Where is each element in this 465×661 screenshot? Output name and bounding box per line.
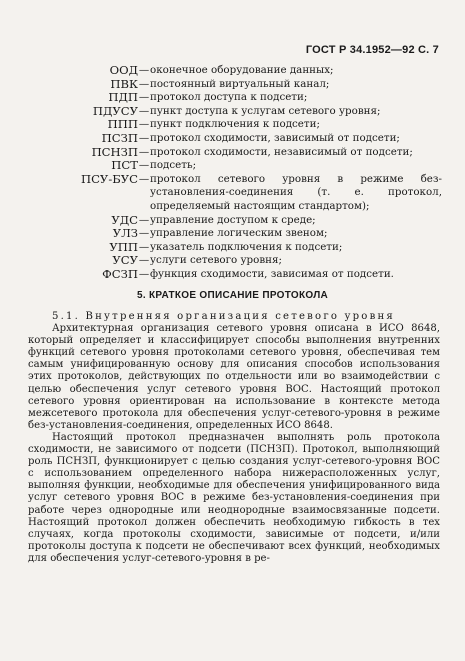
abbreviation-dash: — [138,64,150,76]
abbreviation-dash: — [138,213,150,226]
abbreviation-row [60,105,442,119]
abbreviation-row [60,146,442,160]
abbreviation-definition: пункт подключения к подсети; [150,118,320,131]
abbreviation-definition: постоянный виртуальный канал; [150,77,330,90]
abbreviation-dash: — [138,227,150,240]
section-body [28,311,440,565]
abbreviation-term: ПВК [110,76,138,91]
abbreviation-row [60,78,442,92]
abbreviation-term: ПДП [108,90,138,105]
abbreviation-list [60,64,442,282]
abbreviation-row [60,241,442,255]
abbreviation-definition: протокол доступа к подсети; [150,91,308,104]
abbreviation-row [60,227,442,241]
abbreviation-dash: — [138,131,150,144]
abbreviation-dash: — [138,267,150,280]
abbreviation-definition: услуги сетевого уровня; [150,254,282,267]
paragraph: Настоящий протокол предназначен выполнять роль протокола сходимости, не зависимого от подсети (ПСНЗП). Протокол, выполняющий роль ПСНЗП, функционирует с целью создания услуг-сетевого-уровня ВОС с использованием определенного набора нижерасположенных услуг, выполняя функции, необходимые для обеспечения унифицированного вида услуг сетевого уровня ВОС в режиме без-установления-соединения при работе через однородные или неоднородные взаимосвязанные подсети. Настоящий протокол должен обеспечить необходимую гибкость в тех случаях, когда протоколы сходимости, зависимые от подсети, и/или протоколы доступа к подсети не обеспечивают всех функций, необходимых для обеспечения услуг-сетевого-уровня в ре- [28,431,440,564]
abbreviation-definition: протокол сетевого уровня в режиме без-установления-соединения (т. е. протокол, определяемый настоящим стандартом); [150,172,442,212]
abbreviation-definition: пункт доступа к услугам сетевого уровня; [150,104,381,117]
abbreviation-term: ППП [107,117,138,132]
abbreviation-term: ПСУ-БУС [80,171,138,186]
abbreviation-dash: — [138,104,150,117]
abbreviation-definition: протокол сходимости, независимый от подсети; [150,145,413,158]
subsection-heading: 5.1. Внутренняя организация сетевого уровня [52,311,395,322]
abbreviation-definition: протокол сходимости, зависимый от подсети; [150,131,400,144]
abbreviation-term: УДС [111,212,138,227]
abbreviation-term: ООД [109,63,138,77]
abbreviation-definition: указатель подключения к подсети; [150,240,343,253]
abbreviation-term: ПСТ [111,158,138,173]
abbreviation-definition: оконечное оборудование данных; [150,64,334,76]
abbreviation-term: ПДУСУ [92,103,138,118]
abbreviation-definition: функция сходимости, зависимая от подсети. [150,267,394,280]
abbreviation-row [60,268,442,282]
abbreviation-term: ПСЗП [101,130,138,145]
abbreviation-row [60,91,442,105]
section-title: 5. КРАТКОЕ ОПИСАНИЕ ПРОТОКОЛА [136,290,329,301]
abbreviation-row [60,173,442,214]
abbreviation-term: УСУ [112,253,138,268]
abbreviation-term: УПП [109,239,138,254]
abbreviation-term: ФСЗП [102,266,138,281]
paragraph: Архитектурная организация сетевого уровня описана в ИСО 8648, который определяет и классифицирует способы выполнения внутренних функций сетевого уровня протоколами сетевого уровня, обеспечивая тем самым унифицированную основу для описания способов использования этих протоколов, действующих по отдельности или во взаимодействии с целью обеспечения услуг сетевого уровня ВОС. Настоящий протокол сетевого уровня ориентирован на использование в контексте метода межсетевого протокола для обеспечения услуг-сетевого-уровня в режиме без-установления-соединения, определенных ИСО 8648. [28,323,440,431]
abbreviation-row [60,132,442,146]
abbreviation-dash: — [138,254,150,267]
abbreviation-dash: — [138,77,150,90]
abbreviation-row [60,214,442,228]
abbreviation-row [60,64,442,78]
page-header: ГОСТ Р 34.1952—92 С. 7 [305,44,439,56]
abbreviation-definition: управление логическим звеном; [150,227,328,240]
abbreviation-dash: — [138,159,150,172]
abbreviation-definition: управление доступом к среде; [150,213,316,226]
abbreviation-dash: — [138,240,150,253]
abbreviation-term: ПСНЗП [91,144,138,159]
abbreviation-term: УЛЗ [112,226,138,241]
abbreviation-row [60,118,442,132]
abbreviation-dash: — [138,91,150,104]
abbreviation-dash: — [138,172,150,185]
abbreviation-dash: — [138,145,150,158]
abbreviation-definition: подсеть; [150,159,197,172]
abbreviation-dash: — [138,118,150,131]
abbreviation-row [60,159,442,173]
abbreviation-row [60,254,442,268]
